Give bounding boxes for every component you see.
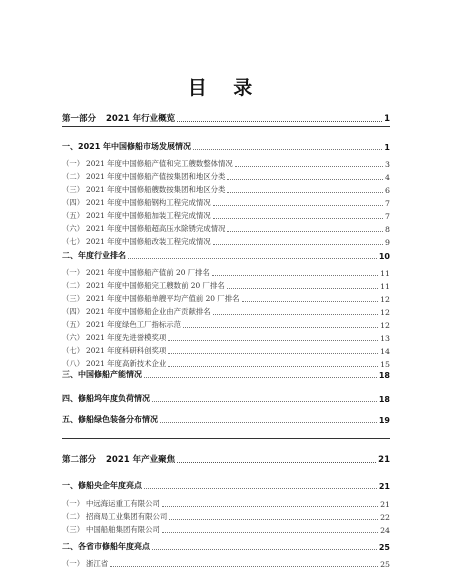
subsection-number: （五） [62, 211, 85, 220]
part-label: 第二部分 [62, 455, 97, 465]
dot-leader [128, 258, 377, 259]
subsection-title: 浙江省 [86, 559, 109, 568]
toc-entry-label [62, 112, 175, 124]
subsection-number: （六） [62, 224, 85, 233]
toc-entry-label [62, 369, 142, 380]
dot-leader [177, 121, 382, 122]
page-number: 25 [378, 543, 390, 552]
toc-entry-label [62, 393, 150, 404]
toc-subsection-row[interactable] [62, 196, 390, 208]
subsection-title: 2021 年度绿色工厂指标示范 [86, 320, 182, 329]
page-title: 目 录 [187, 77, 263, 99]
toc-entry-label [62, 541, 150, 552]
toc-entry-label [62, 306, 211, 317]
subsection-number: （七） [62, 237, 85, 246]
subsection-title: 2021 年度中国修船产值和完工艘数整体情况 [86, 159, 233, 168]
toc-subsection-row[interactable] [62, 331, 390, 343]
page-number: 3 [385, 160, 390, 169]
page-number: 11 [380, 269, 390, 278]
page-number: 7 [385, 212, 390, 221]
toc-entry-label [62, 319, 181, 330]
section-title: 三、中国修船产能情况 [62, 370, 142, 379]
dot-leader [152, 549, 377, 550]
dot-leader [227, 179, 383, 180]
toc-subsection-row[interactable] [62, 344, 390, 356]
subsection-number: （八） [62, 359, 85, 368]
toc-entry-label [62, 498, 160, 509]
dot-leader [235, 166, 383, 167]
section-title: 二、各省市修船年度亮点 [62, 542, 150, 551]
dot-leader [227, 288, 378, 289]
toc-section-row[interactable] [62, 540, 390, 552]
subsection-number: （一） [62, 268, 85, 277]
dot-leader [213, 314, 378, 315]
subsection-number: （六） [62, 333, 85, 342]
subsection-number: （二） [62, 281, 85, 290]
subsection-number: （七） [62, 346, 85, 355]
toc-subsection-row[interactable] [62, 183, 390, 195]
page-number: 7 [385, 199, 390, 208]
toc-subsection-row[interactable] [62, 279, 390, 291]
toc-entry-label [62, 558, 108, 569]
dot-leader [213, 218, 383, 219]
toc-section-row[interactable] [62, 392, 390, 404]
subsection-title: 2021 年度中国修船产值按集团和地区分类 [86, 172, 226, 181]
toc-entry-label [62, 250, 126, 261]
page-number: 1 [384, 143, 390, 152]
toc-section-row[interactable] [62, 249, 390, 261]
dot-leader [177, 462, 376, 463]
toc-entry-label [62, 524, 160, 535]
subsection-number: （一） [62, 159, 85, 168]
section-title: 一、修船央企年度亮点 [62, 481, 142, 490]
subsection-title: 2021 年度中国修船单艘平均产值前 20 厂排名 [86, 294, 240, 303]
toc-section-row[interactable] [62, 413, 390, 425]
page-number: 12 [380, 321, 390, 330]
toc-part-row[interactable] [62, 453, 390, 465]
toc-entry-label [62, 453, 175, 465]
page-number: 19 [378, 416, 390, 425]
dot-leader [213, 244, 383, 245]
page-number: 12 [380, 308, 390, 317]
toc-entry-label [62, 293, 240, 304]
page-number: 25 [380, 560, 390, 569]
dot-leader [183, 327, 378, 328]
dot-leader [144, 488, 377, 489]
part-divider [62, 438, 390, 439]
toc-subsection-row[interactable] [62, 157, 390, 169]
part-title: 2021 年行业概览 [106, 114, 176, 124]
toc-subsection-row[interactable] [62, 292, 390, 304]
page-number: 10 [378, 252, 390, 261]
toc-entry-label [62, 267, 210, 278]
subsection-title: 2021 年度高新技术企业 [86, 359, 167, 368]
page-number: 12 [380, 295, 390, 304]
part-label: 第一部分 [62, 114, 97, 124]
toc-subsection-row[interactable] [62, 209, 390, 221]
page-number: 13 [380, 334, 390, 343]
page-number: 4 [385, 173, 390, 182]
subsection-number: （二） [62, 172, 85, 181]
toc-subsection-row[interactable] [62, 305, 390, 317]
subsection-title: 2021 年度中国修船产值前 20 厂排名 [86, 268, 210, 277]
section-title: 二、年度行业排名 [62, 251, 126, 260]
toc-subsection-row[interactable] [62, 523, 390, 535]
dot-leader [160, 422, 377, 423]
page-number: 24 [380, 526, 390, 535]
part-title: 2021 年产业聚焦 [106, 455, 176, 465]
subsection-title: 2021 年度中国修船完工艘数前 20 厂排名 [86, 281, 225, 290]
toc-part-row[interactable] [62, 112, 390, 124]
toc-subsection-row[interactable] [62, 318, 390, 330]
toc-section-row[interactable] [62, 368, 390, 380]
subsection-title: 中远海运重工有限公司 [86, 499, 160, 508]
page-number: 18 [378, 395, 390, 404]
page-number: 1 [384, 114, 390, 124]
toc-entry-label [62, 414, 158, 425]
subsection-number: （四） [62, 198, 85, 207]
toc-subsection-row[interactable] [62, 222, 390, 234]
section-title: 五、修船绿色装备分布情况 [62, 415, 158, 424]
subsection-title: 中国船舶集团有限公司 [86, 525, 160, 534]
dot-leader [162, 506, 378, 507]
dot-leader [168, 353, 378, 354]
toc-entry-label [62, 345, 166, 356]
toc-entry-label [62, 236, 211, 247]
page-number: 6 [385, 186, 390, 195]
subsection-number: （一） [62, 499, 85, 508]
page-number: 21 [378, 482, 390, 491]
page-number: 18 [378, 371, 390, 380]
subsection-number: （三） [62, 185, 85, 194]
section-title: 四、修船坞年度负荷情况 [62, 394, 150, 403]
toc-subsection-row[interactable] [62, 235, 390, 247]
subsection-title: 2021 年度先进誉模奖项 [86, 333, 167, 342]
dot-leader [213, 205, 383, 206]
toc-section-row[interactable] [62, 479, 390, 491]
dot-leader [152, 401, 377, 402]
page-number: 22 [380, 513, 390, 522]
dot-leader [193, 149, 382, 150]
toc-entry-label [62, 223, 225, 234]
page-number: 15 [380, 360, 390, 369]
toc-entry-label [62, 158, 233, 169]
page-number: 21 [378, 455, 390, 465]
page-number: 8 [385, 225, 390, 234]
dot-leader [212, 275, 378, 276]
subsection-title: 2021 年度中国修船企业由产贡献排名 [86, 307, 211, 316]
part-divider [62, 126, 390, 127]
dot-leader [227, 231, 383, 232]
toc-entry-label [62, 171, 225, 182]
toc-entry-label [62, 141, 191, 152]
subsection-title: 2021 年度科研科创奖项 [86, 346, 167, 355]
subsection-title: 2021 年度中国修船超高压水除锈完成情况 [86, 224, 226, 233]
toc-entry-label [62, 280, 225, 291]
dot-leader [169, 519, 378, 520]
dot-leader [162, 532, 378, 533]
toc-section-row[interactable] [62, 140, 390, 152]
dot-leader [168, 366, 378, 367]
subsection-number: （五） [62, 320, 85, 329]
subsection-title: 招商局工业集团有限公司 [86, 512, 168, 521]
dot-leader [110, 566, 378, 567]
toc-subsection-row[interactable] [62, 170, 390, 182]
page-number: 11 [380, 282, 390, 291]
toc-subsection-row[interactable] [62, 557, 390, 569]
page-number: 9 [385, 238, 390, 247]
dot-leader [144, 377, 377, 378]
page-number: 21 [380, 500, 390, 509]
toc-subsection-row[interactable] [62, 510, 390, 522]
toc-entry-label [62, 480, 142, 491]
toc-entry-label [62, 184, 225, 195]
subsection-title: 2021 年度中国修船改装工程完成情况 [86, 237, 211, 246]
dot-leader [168, 340, 378, 341]
dot-leader [227, 192, 383, 193]
subsection-title: 2021 年度中国修船钢构工程完成情况 [86, 198, 211, 207]
subsection-title: 2021 年度中国修船加装工程完成情况 [86, 211, 211, 220]
subsection-number: （三） [62, 525, 85, 534]
page-number: 14 [380, 347, 390, 356]
subsection-number: （四） [62, 307, 85, 316]
toc-entry-label [62, 332, 166, 343]
subsection-title: 2021 年度中国修船艘数按集团和地区分类 [86, 185, 226, 194]
dot-leader [242, 301, 379, 302]
section-title: 一、2021 年中国修船市场发展情况 [62, 142, 192, 151]
toc-entry-label [62, 210, 211, 221]
subsection-number: （三） [62, 294, 85, 303]
toc-entry-label [62, 197, 211, 208]
subsection-number: （一） [62, 559, 85, 568]
toc-entry-label [62, 511, 167, 522]
toc-subsection-row[interactable] [62, 497, 390, 509]
subsection-number: （二） [62, 512, 85, 521]
toc-subsection-row[interactable] [62, 266, 390, 278]
